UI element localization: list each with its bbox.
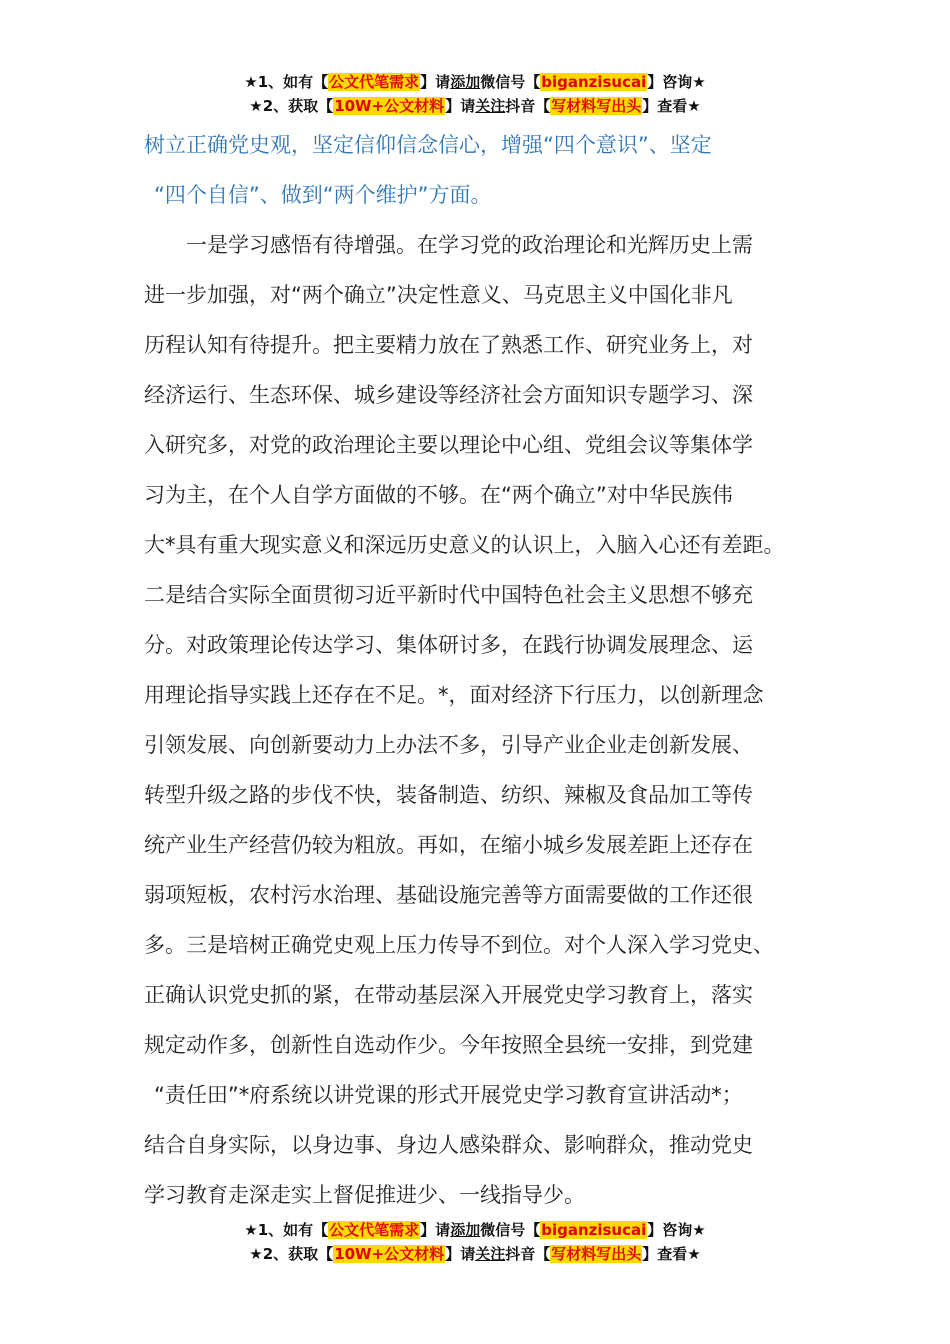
banner-text: 抖音【 [505,1245,551,1263]
banner-line-2 [0,1242,950,1266]
banner-text: ★1、如有【 [244,73,329,91]
paragraph-line: 正确认识党史抓的紧，在带动基层深入开展党史学习教育上，落实 [144,983,753,1007]
banner-text: 】查看★ [642,97,701,115]
paragraph-line: 学习教育走深走实上督促推进少、一线指导少。 [144,1183,585,1207]
section-heading-line: “四个自信”、做到“两个维护”方面。 [154,183,492,207]
banner-text: 】请 [445,97,476,115]
banner-text: ★2、获取【 [249,97,334,115]
banner-underlined: 添加 [450,73,481,91]
banner-text: 】请 [445,1245,476,1263]
banner-highlight: 写材料写出头 [551,1245,642,1263]
banner-text: 微信号【 [480,73,541,91]
banner-underlined: 添加 [450,1221,481,1239]
banner-underlined: 关注 [475,1245,506,1263]
paragraph-line: 一是学习感悟有待增强。在学习党的政治理论和光辉历史上需 [186,233,753,257]
banner-highlight: biganzisucai [541,73,647,91]
paragraph-line: 规定动作多，创新性自选动作少。今年按照全县统一安排，到党建 [144,1033,753,1057]
paragraph-line: 弱项短板，农村污水治理、基础设施完善等方面需要做的工作还很 [144,883,753,907]
paragraph-line: 进一步加强，对“两个确立”决定性意义、马克思主义中国化非凡 [144,283,733,307]
paragraph-line: 统产业生产经营仍较为粗放。再如，在缩小城乡发展差距上还存在 [144,833,753,857]
banner-line-1 [0,70,950,94]
paragraph-line: 二是结合实际全面贯彻习近平新时代中国特色社会主义思想不够充 [144,583,753,607]
banner-highlight: 10W+公文材料 [334,1245,445,1263]
paragraph-line: 结合自身实际，以身边事、身边人感染群众、影响群众，推动党史 [144,1133,753,1157]
paragraph-line: 分。对政策理论传达学习、集体研讨多，在践行协调发展理念、运 [144,633,753,657]
banner-highlight: 10W+公文材料 [334,97,445,115]
paragraph-line: 经济运行、生态环保、城乡建设等经济社会方面知识专题学习、深 [144,383,753,407]
paragraph-line: 大*具有重大现实意义和深远历史意义的认识上，入脑入心还有差距。 [144,533,785,557]
paragraph-line: 入研究多，对党的政治理论主要以理论中心组、党组会议等集体学 [144,433,753,457]
paragraph-line: 历程认知有待提升。把主要精力放在了熟悉工作、研究业务上，对 [144,333,753,357]
banner-text: 】咨询★ [647,73,706,91]
banner-text: 】请 [420,73,451,91]
paragraph-line: 多。三是培树正确党史观上压力传导不到位。对个人深入学习党史、 [144,933,774,957]
banner-line-1 [0,1218,950,1242]
paragraph-line: 引领发展、向创新要动力上办法不多，引导产业企业走创新发展、 [144,733,753,757]
banner-text: 】请 [420,1221,451,1239]
paragraph-line: 习为主，在个人自学方面做的不够。在“两个确立”对中华民族伟 [144,483,733,507]
banner-text: 】咨询★ [647,1221,706,1239]
promo-banner-top [0,70,950,118]
banner-highlight: 写材料写出头 [551,97,642,115]
banner-text: ★2、获取【 [249,1245,334,1263]
promo-banner-bottom [0,1218,950,1266]
section-heading-line: 树立正确党史观，坚定信仰信念信心，增强“四个意识”、坚定 [144,133,712,157]
banner-text: 微信号【 [480,1221,541,1239]
paragraph-line: 转型升级之路的步伐不快，装备制造、纺织、辣椒及食品加工等传 [144,783,753,807]
banner-text: 抖音【 [505,97,551,115]
banner-underlined: 关注 [475,97,506,115]
document-body [144,120,804,1220]
banner-highlight: 公文代笔需求 [329,1221,420,1239]
banner-line-2 [0,94,950,118]
paragraph-line: “责任田”*府系统以讲党课的形式开展党史学习教育宣讲活动*； [154,1083,743,1107]
banner-highlight: 公文代笔需求 [329,73,420,91]
banner-text: ★1、如有【 [244,1221,329,1239]
banner-text: 】查看★ [642,1245,701,1263]
banner-highlight: biganzisucai [541,1221,647,1239]
paragraph-line: 用理论指导实践上还存在不足。*，面对经济下行压力，以创新理念 [144,683,764,707]
